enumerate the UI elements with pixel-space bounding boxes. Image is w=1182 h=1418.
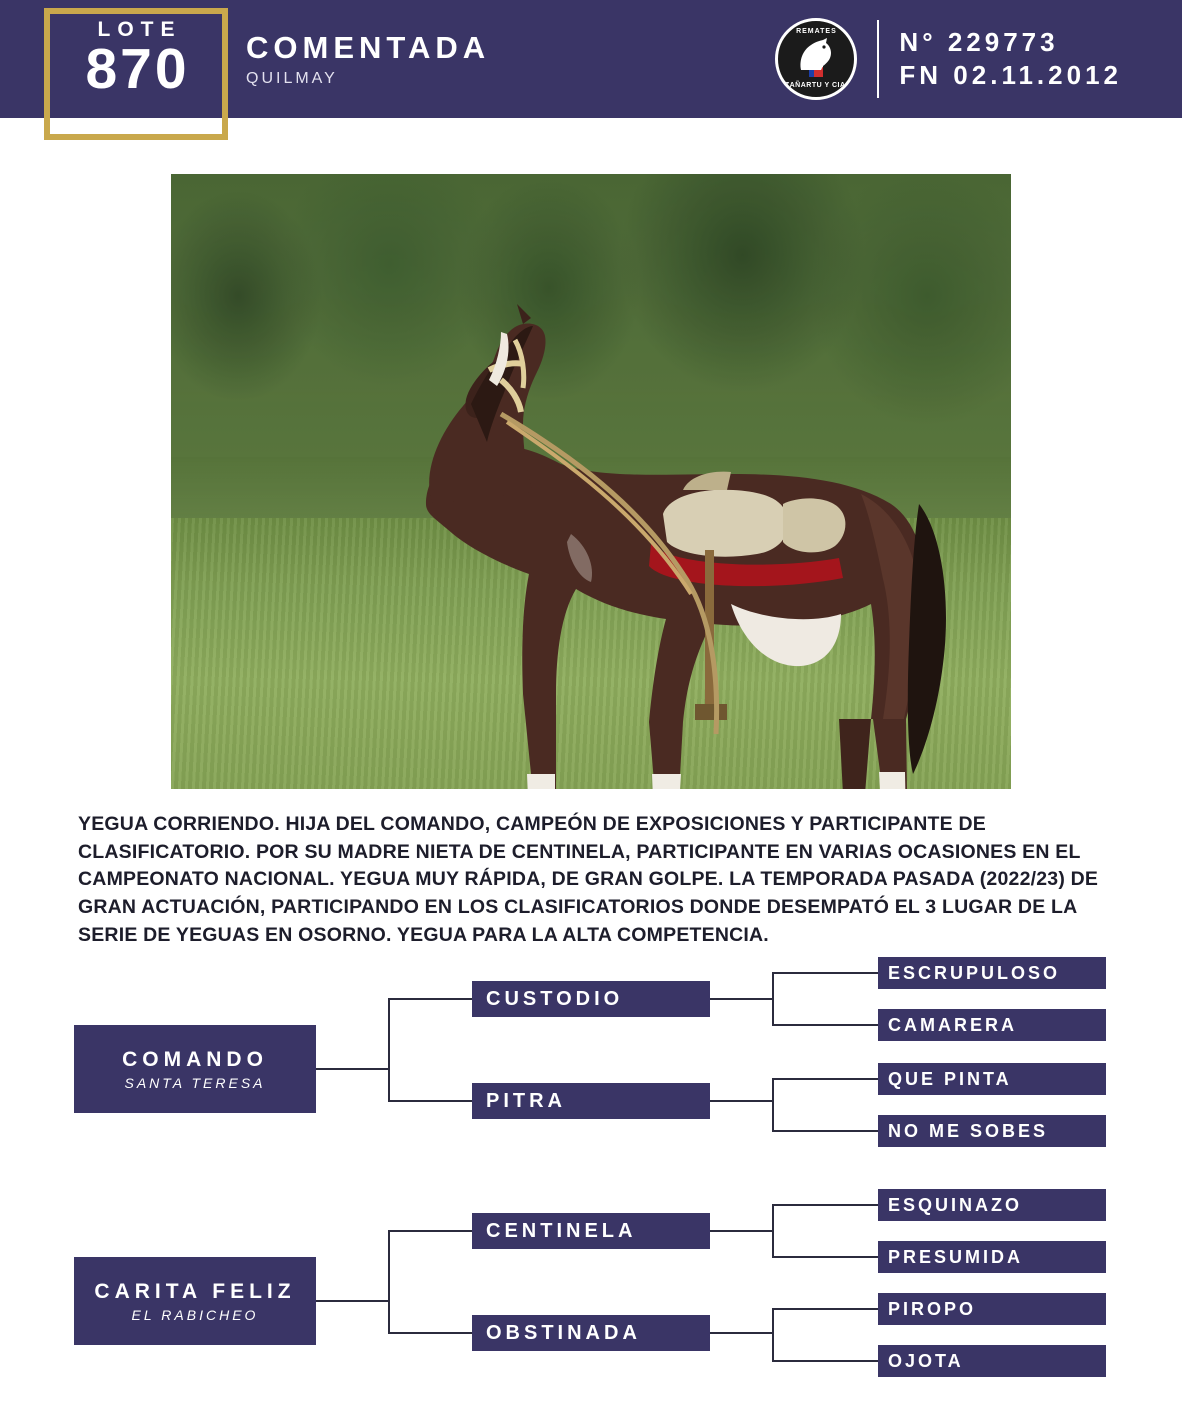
registry-number: N° 229773 <box>899 26 1059 57</box>
breeder-name: QUILMAY <box>246 69 338 87</box>
pedigree-dam-gd-sire-name: PIROPO <box>888 1298 977 1319</box>
connector <box>388 998 472 1000</box>
lot-number: 870 <box>85 36 190 101</box>
pedigree-dam-gd-sire <box>878 1293 1106 1325</box>
connector <box>772 972 878 974</box>
pedigree-dam-grandsire <box>472 1213 710 1249</box>
lot-label: LOTE <box>97 17 182 41</box>
pedigree-sire-grandsire-name: CUSTODIO <box>486 988 624 1011</box>
pedigree-dam-grandsire-name: CENTINELA <box>486 1220 637 1243</box>
pedigree-dam-gd-dam-name: OJOTA <box>888 1350 964 1371</box>
pedigree-dam-gs-dam <box>878 1241 1106 1273</box>
lot-badge <box>0 0 228 118</box>
pedigree-sire-gd-dam <box>878 1115 1106 1147</box>
header-divider <box>877 20 879 98</box>
connector <box>316 1068 388 1070</box>
connector <box>772 1024 878 1026</box>
pedigree-sire-gs-dam-name: CAMARERA <box>888 1014 1017 1035</box>
pedigree-sire-grandsire <box>472 981 710 1017</box>
pedigree-sire-gs-dam <box>878 1009 1106 1041</box>
pedigree-sire-gd-sire <box>878 1063 1106 1095</box>
connector <box>772 972 774 1024</box>
connector <box>316 1300 388 1302</box>
pedigree-dam-granddam-name: OBSTINADA <box>486 1322 641 1345</box>
connector <box>772 1204 878 1206</box>
header-bar <box>0 0 1182 118</box>
horse-name: COMENTADA <box>246 30 491 66</box>
pedigree-chart <box>0 962 1182 1397</box>
connector <box>772 1130 878 1132</box>
pedigree-dam-name: CARITA FELIZ <box>94 1279 296 1303</box>
connector <box>388 1230 472 1232</box>
lot-description: YEGUA CORRIENDO. HIJA DEL COMANDO, CAMPEÓN DE EXPOSICIONES Y PARTICIPANTE DE CLASIFICATORIO. POR SU MADRE NIETA DE CENTINELA, PARTICIPANTE EN VARIAS OCASIONES EN EL CAMPEONATO NACIONAL. YEGUA MUY RÁPIDA, DE GRAN GOLPE. LA TEMPORADA PASADA (2022/23) DE GRAN ACTUACIÓN, PARTICIPANDO EN LOS CLASIFICATORIOS DONDE DESEMPATÓ EL 3 LUGAR DE LA SERIE DE YEGUAS EN OSORNO. YEGUA PARA LA ALTA COMPETENCIA. <box>78 813 1099 946</box>
horse-figure <box>171 174 1011 789</box>
connector <box>772 1308 878 1310</box>
pedigree-sire-gs-sire-name: ESCRUPULOSO <box>888 962 1061 983</box>
connector <box>772 1078 774 1130</box>
pedigree-sire <box>74 1025 316 1113</box>
pedigree-dam-gs-dam-name: PRESUMIDA <box>888 1246 1024 1267</box>
pedigree-sire-gd-sire-name: QUE PINTA <box>888 1068 1012 1089</box>
connector <box>388 1230 390 1332</box>
connector <box>710 1100 772 1102</box>
registry-block <box>899 26 1122 93</box>
connector <box>388 998 390 1100</box>
connector <box>772 1308 774 1360</box>
connector <box>772 1204 774 1256</box>
connector <box>388 1100 472 1102</box>
connector <box>710 998 772 1000</box>
connector <box>388 1332 472 1334</box>
pedigree-sire-granddam <box>472 1083 710 1119</box>
logo-bottom-text: ZAÑARTU Y CIA. <box>784 82 848 89</box>
pedigree-dam-criadero: EL RABICHEO <box>131 1306 259 1323</box>
birth-date: FN 02.11.2012 <box>899 60 1122 90</box>
pedigree-sire-gd-dam-name: NO ME SOBES <box>888 1120 1049 1141</box>
horse-photo <box>171 174 1011 789</box>
pedigree-dam <box>74 1257 316 1345</box>
remates-zanartu-logo-icon <box>775 18 857 100</box>
pedigree-dam-gd-dam <box>878 1345 1106 1377</box>
pedigree-sire-gs-sire <box>878 957 1106 989</box>
connector <box>772 1256 878 1258</box>
pedigree-sire-granddam-name: PITRA <box>486 1090 566 1113</box>
connector <box>772 1078 878 1080</box>
connector <box>772 1360 878 1362</box>
pedigree-dam-gs-sire <box>878 1189 1106 1221</box>
pedigree-dam-gs-sire-name: ESQUINAZO <box>888 1194 1023 1215</box>
connector <box>710 1230 772 1232</box>
pedigree-sire-criadero: SANTA TERESA <box>124 1074 266 1091</box>
connector <box>710 1332 772 1334</box>
logo-top-text: REMATES <box>796 28 837 35</box>
pedigree-sire-name: COMANDO <box>122 1047 268 1071</box>
title-block <box>228 30 775 88</box>
pedigree-dam-granddam <box>472 1315 710 1351</box>
header-right <box>775 18 1182 100</box>
